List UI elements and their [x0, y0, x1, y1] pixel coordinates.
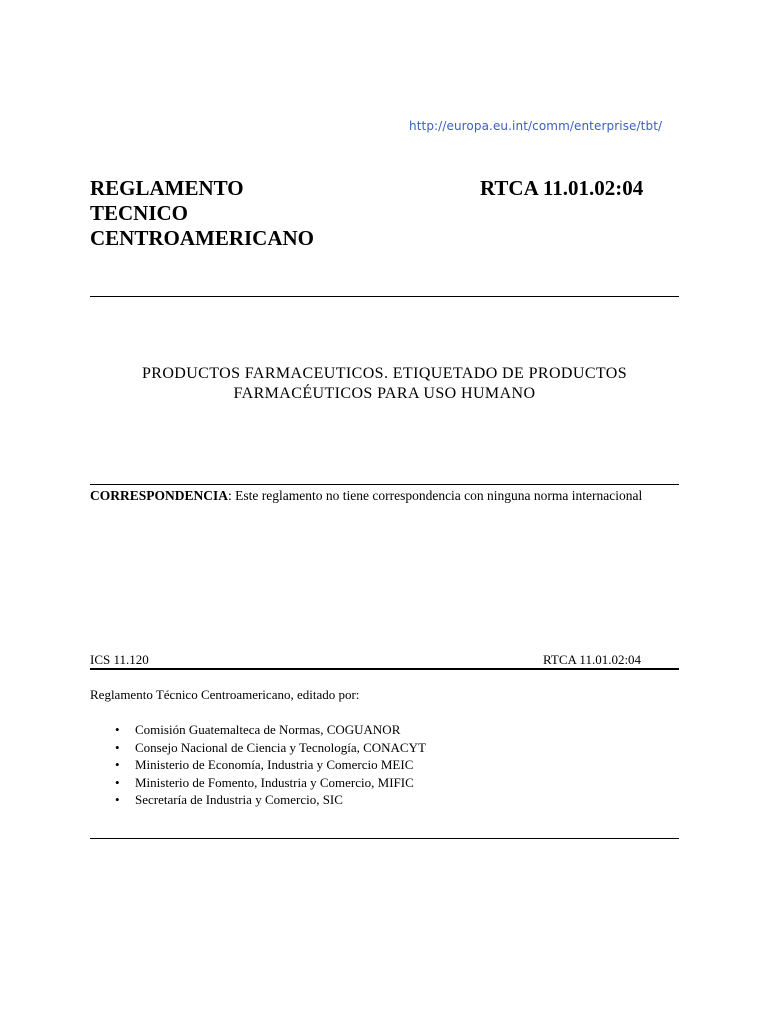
bullet-icon: •	[115, 722, 120, 737]
source-url-link[interactable]: http://europa.eu.int/comm/enterprise/tbt/	[409, 119, 663, 133]
ics-code: ICS 11.120	[90, 652, 149, 667]
bullet-icon: •	[115, 792, 120, 807]
list-item	[90, 756, 426, 774]
divider-correspondence	[90, 484, 679, 485]
divider-classification	[90, 668, 679, 670]
editor-name: Ministerio de Economía, Industria y Comercio MEIC	[135, 757, 414, 772]
editor-name: Consejo Nacional de Ciencia y Tecnología, CONACYT	[135, 739, 426, 755]
correspondence-label: CORRESPONDENCIA	[90, 488, 229, 503]
divider-bottom	[90, 838, 679, 839]
document-subject-heading	[90, 364, 679, 404]
correspondence-note	[90, 487, 679, 504]
title-line-1: REGLAMENTO	[90, 176, 244, 200]
editor-name: Ministerio de Fomento, Industria y Comercio, MIFIC	[135, 774, 414, 790]
editor-name: Comisión Guatemalteca de Normas, COGUANOR	[135, 722, 401, 737]
document-title	[90, 176, 390, 251]
rtca-code-small: RTCA 11.01.02:04	[543, 652, 642, 667]
list-item	[90, 721, 426, 739]
list-item	[90, 791, 426, 809]
editors-list	[90, 721, 426, 809]
divider-top	[90, 296, 679, 297]
list-item	[90, 739, 426, 757]
title-line-3: CENTROAMERICANO	[90, 226, 315, 250]
list-item	[90, 774, 426, 792]
bullet-icon: •	[115, 774, 120, 790]
title-line-2: TECNICO	[90, 201, 189, 225]
bullet-icon: •	[115, 757, 120, 772]
correspondence-text: : Este reglamento no tiene correspondencia con ninguna norma internacional	[228, 488, 643, 503]
document-code: RTCA 11.01.02:04	[480, 176, 644, 200]
bullet-icon: •	[115, 739, 120, 755]
edited-by-intro: Reglamento Técnico Centroamericano, editado por:	[90, 687, 360, 702]
heading-line-2: FARMACÉUTICOS PARA USO HUMANO	[233, 385, 536, 402]
editor-name: Secretaría de Industria y Comercio, SIC	[135, 792, 343, 807]
heading-line-1: PRODUCTOS FARMACEUTICOS. ETIQUETADO DE PRODUCTOS	[141, 365, 628, 382]
